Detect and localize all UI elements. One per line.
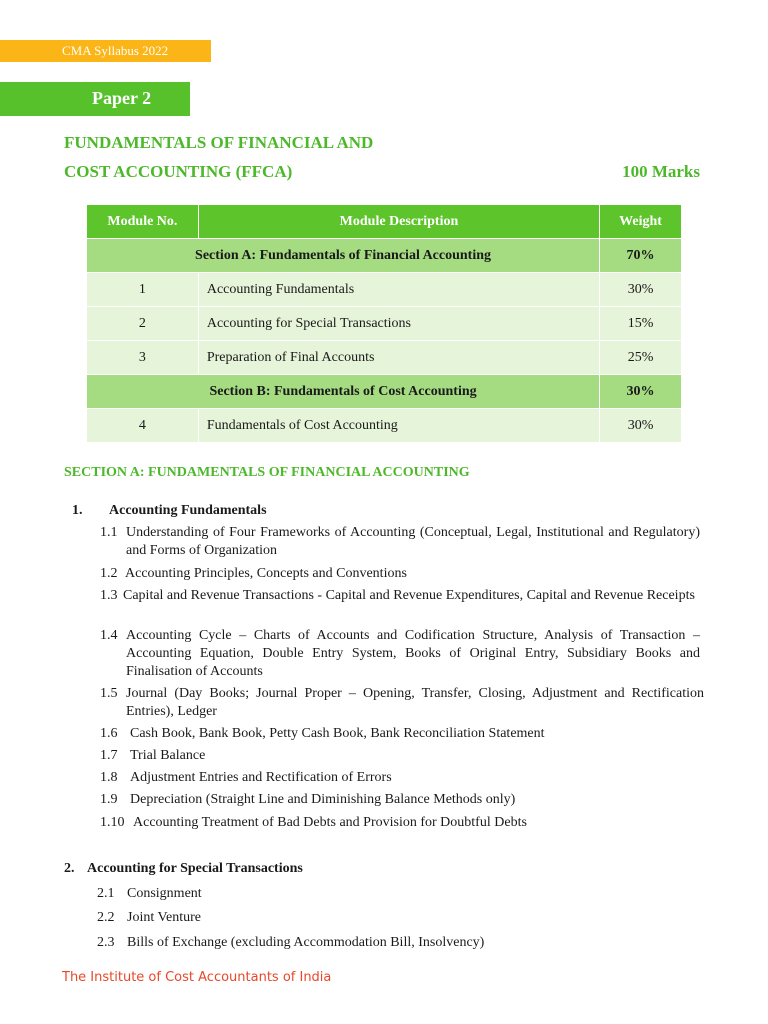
section-b-weight: 30% — [600, 375, 682, 409]
list-item — [100, 814, 700, 832]
section-b-label: Section B: Fundamentals of Cost Accounting — [87, 375, 600, 409]
section-a-weight: 70% — [600, 239, 682, 273]
module-table — [86, 204, 682, 443]
list-item — [100, 725, 700, 743]
module-description: Preparation of Final Accounts — [198, 341, 599, 375]
item-text: Journal (Day Books; Journal Proper – Opening, Transfer, Closing, Adjustment and Rectification Entries), Ledger — [126, 686, 704, 719]
list-item — [97, 934, 697, 952]
title-line-2: COST ACCOUNTING (FFCA) — [64, 162, 293, 181]
item-text: Understanding of Four Frameworks of Accounting (Conceptual, Legal, Institutional and Regulatory) and Forms of Organization — [126, 525, 700, 558]
module-no: 4 — [87, 409, 199, 443]
item-number: 2.1 — [97, 886, 115, 901]
list-item — [97, 885, 697, 903]
section-b-row — [87, 375, 682, 409]
topic-title: Accounting Fundamentals — [109, 503, 267, 518]
item-number: 1.4 — [100, 628, 118, 643]
footer-institute: The Institute of Cost Accountants of India — [62, 970, 332, 985]
module-weight: 30% — [600, 409, 682, 443]
topic-heading — [64, 861, 303, 877]
item-number: 1.8 — [100, 770, 118, 785]
syllabus-tag: CMA Syllabus 2022 — [0, 40, 211, 62]
item-number: 1.10 — [100, 815, 125, 830]
item-text: Accounting Cycle – Charts of Accounts and Codification Structure, Analysis of Transaction – Accounting Equation, Double Entry System, Books of Original Entry, Subsidiary Books and Finalisation of Accounts — [126, 628, 700, 679]
item-text: Joint Venture — [127, 910, 202, 925]
module-weight: 15% — [600, 307, 682, 341]
topic-number: 2. — [64, 861, 75, 876]
item-number: 1.7 — [100, 748, 118, 763]
module-weight: 25% — [600, 341, 682, 375]
module-no: 1 — [87, 273, 199, 307]
list-item — [100, 565, 700, 583]
item-number: 1.1 — [100, 525, 118, 540]
item-number: 1.2 — [100, 566, 118, 581]
list-item — [100, 685, 704, 721]
list-item — [100, 747, 700, 765]
section-a-heading: SECTION A: FUNDAMENTALS OF FINANCIAL ACCOUNTING — [64, 465, 470, 480]
item-text: Capital and Revenue Transactions - Capital and Revenue Expenditures, Capital and Revenue Receipts — [123, 588, 695, 603]
list-item — [100, 769, 700, 787]
paper-label: Paper 2 — [0, 82, 190, 116]
item-number: 2.2 — [97, 910, 115, 925]
header-weight: Weight — [600, 205, 682, 239]
item-text: Trial Balance — [130, 748, 206, 763]
module-no: 3 — [87, 341, 199, 375]
list-item — [97, 909, 697, 927]
item-text: Adjustment Entries and Rectification of Errors — [130, 770, 392, 785]
item-number: 1.5 — [100, 686, 118, 701]
list-item — [100, 791, 700, 809]
item-number: 1.9 — [100, 792, 118, 807]
item-text: Cash Book, Bank Book, Petty Cash Book, Bank Reconciliation Statement — [130, 726, 545, 741]
item-text: Accounting Principles, Concepts and Conventions — [125, 566, 407, 581]
item-text: Bills of Exchange (excluding Accommodation Bill, Insolvency) — [127, 935, 485, 950]
table-row — [87, 409, 682, 443]
module-no: 2 — [87, 307, 199, 341]
topic-number: 1. — [72, 503, 83, 518]
section-a-label: Section A: Fundamentals of Financial Accounting — [87, 239, 600, 273]
item-text: Consignment — [127, 886, 202, 901]
table-row — [87, 307, 682, 341]
item-text: Accounting Treatment of Bad Debts and Provision for Doubtful Debts — [133, 815, 527, 830]
item-number: 1.3 — [100, 588, 118, 603]
paper-title — [64, 128, 704, 186]
item-text: Depreciation (Straight Line and Diminishing Balance Methods only) — [130, 792, 516, 807]
table-row — [87, 341, 682, 375]
list-item — [100, 587, 704, 605]
list-item — [100, 524, 700, 560]
header-module-description: Module Description — [198, 205, 599, 239]
table-header-row — [87, 205, 682, 239]
table-row — [87, 273, 682, 307]
total-marks: 100 Marks — [622, 162, 700, 181]
module-description: Accounting Fundamentals — [198, 273, 599, 307]
item-number: 2.3 — [97, 935, 115, 950]
list-item — [100, 627, 700, 681]
title-line-1: FUNDAMENTALS OF FINANCIAL AND — [64, 133, 374, 152]
topic-title: Accounting for Special Transactions — [87, 861, 303, 876]
module-description: Accounting for Special Transactions — [198, 307, 599, 341]
header-module-no: Module No. — [87, 205, 199, 239]
module-description: Fundamentals of Cost Accounting — [198, 409, 599, 443]
module-weight: 30% — [600, 273, 682, 307]
item-number: 1.6 — [100, 726, 118, 741]
section-a-row — [87, 239, 682, 273]
topic-heading — [72, 503, 267, 519]
